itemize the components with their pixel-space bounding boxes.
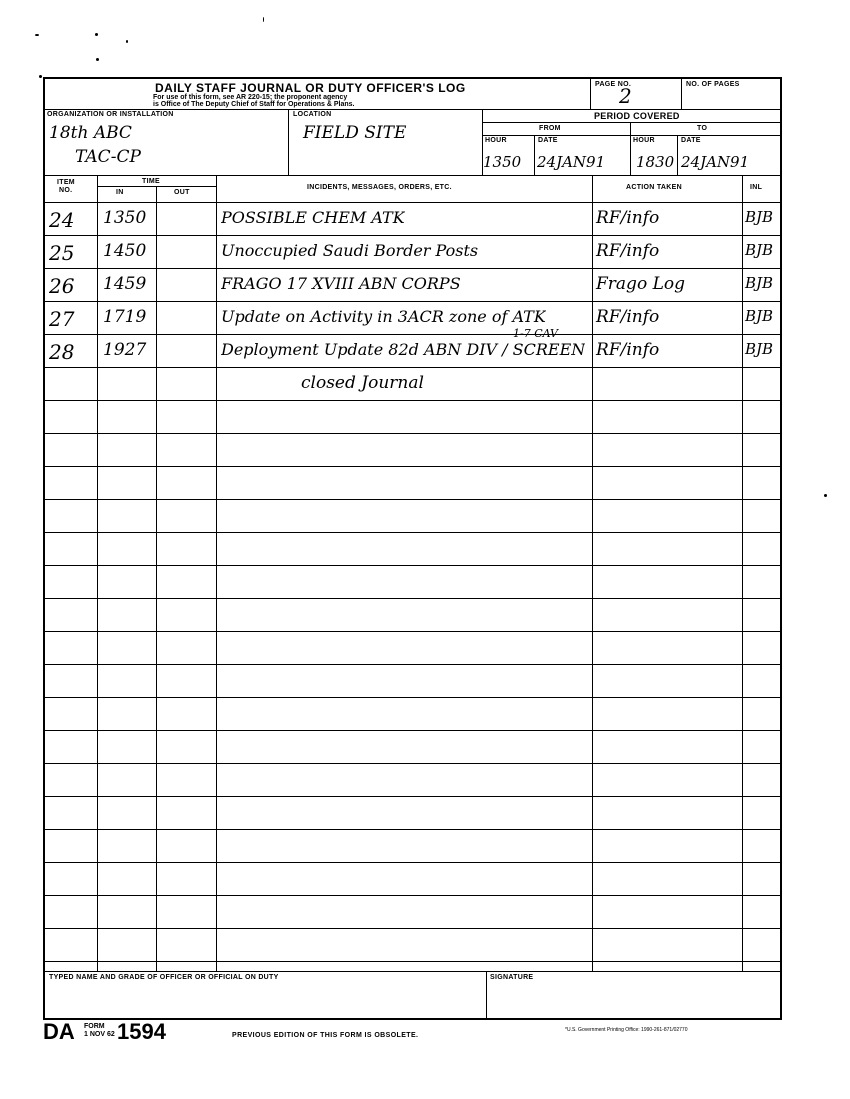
entry-incident[interactable]: POSSIBLE CHEM ATK [221,208,405,227]
no-of-pages-label: NO. OF PAGES [686,81,740,88]
row-line [45,400,780,401]
from-hour-value[interactable]: 1350 [483,153,522,171]
row-line [45,829,780,830]
scan-speck [95,33,98,36]
row-line [45,301,780,302]
row-line [45,928,780,929]
time-label: TIME [142,178,160,185]
footer-form-number: 1594 [117,1019,166,1044]
page-no-label: PAGE NO. [595,81,632,88]
entry-incident-note[interactable]: 1-7 CAV [513,327,558,340]
entry-inl[interactable]: BJB [745,307,774,325]
entry-inl[interactable]: BJB [745,208,774,226]
scan-speck [824,494,827,497]
row-line [45,961,780,962]
row-line [45,334,780,335]
row-line [45,862,780,863]
item-label-1: ITEM [57,179,75,186]
incidents-label: INCIDENTS, MESSAGES, ORDERS, ETC. [307,184,452,191]
scan-speck [263,17,264,22]
entry-time-in[interactable]: 1450 [103,241,147,261]
entry-action[interactable]: RF/info [596,340,660,360]
to-label: TO [697,125,708,132]
entry-time-in[interactable]: 1459 [103,274,147,294]
form-subtitle-1: For use of this form, see AR 220-15; the proponent agency [153,94,348,101]
row-line [45,565,780,566]
signature-label: SIGNATURE [490,974,534,981]
row-line [45,235,780,236]
from-date-value[interactable]: 24JAN91 [537,153,606,171]
typed-name-field[interactable] [45,985,485,1017]
closing-note[interactable]: closed Journal [301,373,424,393]
row-line [45,763,780,764]
entry-item-no[interactable]: 25 [49,241,75,265]
time-in-label: IN [116,189,124,196]
row-line [45,664,780,665]
location-label: LOCATION [293,111,332,118]
entry-inl[interactable]: BJB [745,340,774,358]
row-line [45,367,780,368]
footer-form-date: 1 NOV 62 [84,1031,115,1038]
entry-inl[interactable]: BJB [745,274,774,292]
entry-incident[interactable]: Update on Activity in 3ACR zone of ATK [221,307,546,326]
page-no-value[interactable]: 2 [619,84,632,108]
row-line [45,433,780,434]
row-line [45,466,780,467]
period-covered-label: PERIOD COVERED [594,111,680,121]
row-line [45,202,780,203]
typed-name-label: TYPED NAME AND GRADE OF OFFICER OR OFFICIAL ON DUTY [49,974,279,981]
entry-inl[interactable]: BJB [745,241,774,259]
entry-item-no[interactable]: 27 [49,307,75,331]
entry-incident[interactable]: Deployment Update 82d ABN DIV / SCREEN [221,340,586,359]
entry-item-no[interactable]: 28 [49,340,75,364]
to-date-value[interactable]: 24JAN91 [681,153,750,171]
entry-incident[interactable]: Unoccupied Saudi Border Posts [221,241,479,260]
row-line [45,697,780,698]
item-label-2: NO. [59,187,73,194]
time-out-label: OUT [174,189,190,196]
row-line [45,631,780,632]
scan-speck [39,75,42,78]
entry-time-in[interactable]: 1927 [103,340,147,360]
entry-item-no[interactable]: 26 [49,274,75,298]
to-date-label: DATE [681,137,701,144]
inl-label: INL [750,184,763,191]
org-line-1[interactable]: 18th ABC [49,123,132,143]
from-hour-label: HOUR [485,137,507,144]
form-subtitle-2: is Office of The Deputy Chief of Staff for Operations & Plans. [153,101,355,108]
previous-edition-notice: PREVIOUS EDITION OF THIS FORM IS OBSOLETE. [232,1032,419,1039]
row-line [45,730,780,731]
entry-action[interactable]: RF/info [596,307,660,327]
scan-speck [126,40,128,43]
form-title: DAILY STAFF JOURNAL OR DUTY OFFICER'S LOG [155,81,466,95]
gpo-notice: *U.S. Government Printing Office: 1990-261-871/02770 [565,1027,688,1033]
from-label: FROM [539,125,561,132]
footer-form [84,1023,115,1039]
footer-form-small: FORM [84,1023,105,1030]
entry-action[interactable]: RF/info [596,208,660,228]
row-line [45,598,780,599]
signature-field[interactable] [488,985,780,1017]
entry-time-in[interactable]: 1350 [103,208,147,228]
row-line [45,532,780,533]
org-line-2[interactable]: TAC-CP [75,147,141,167]
row-line [45,895,780,896]
scan-speck [35,34,39,36]
action-taken-label: ACTION TAKEN [626,184,682,191]
to-hour-label: HOUR [633,137,655,144]
row-line [45,268,780,269]
org-label: ORGANIZATION OR INSTALLATION [47,111,174,118]
entry-item-no[interactable]: 24 [49,208,75,232]
row-line [45,499,780,500]
scan-speck [96,58,99,61]
row-line [45,796,780,797]
entry-time-in[interactable]: 1719 [103,307,147,327]
entry-incident[interactable]: FRAGO 17 XVIII ABN CORPS [221,274,461,293]
from-date-label: DATE [538,137,558,144]
staff-journal-form [43,77,782,1020]
location-value[interactable]: FIELD SITE [303,123,407,143]
entry-action[interactable]: RF/info [596,241,660,261]
entry-action[interactable]: Frago Log [596,274,685,294]
footer-da: DA [43,1019,75,1044]
to-hour-value[interactable]: 1830 [636,153,675,171]
